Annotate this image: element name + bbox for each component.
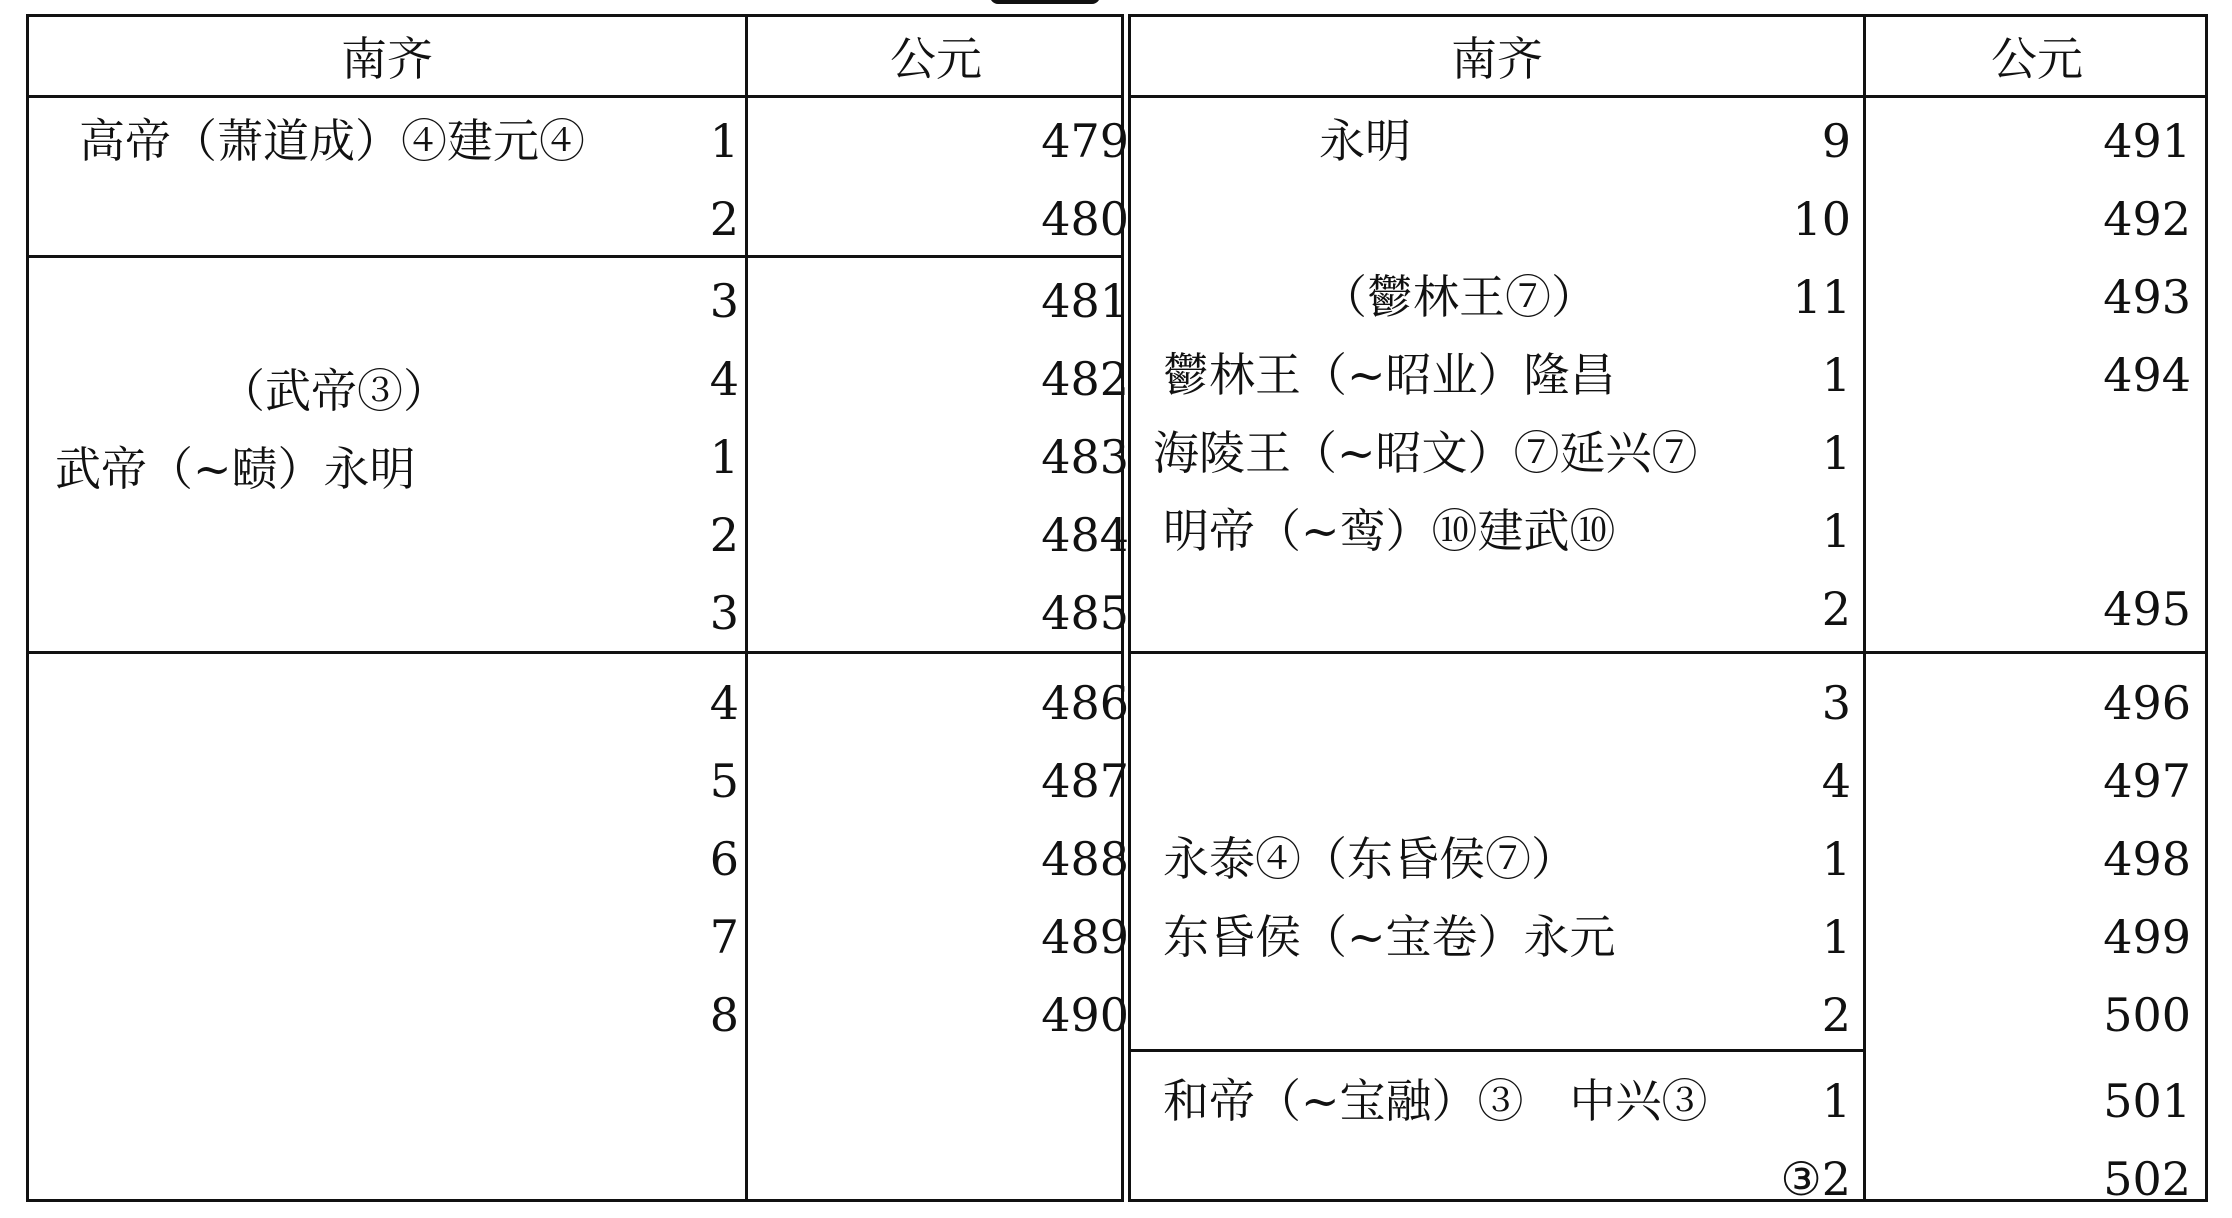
header-ad: 公元 xyxy=(890,32,982,86)
reign-year: 7 xyxy=(709,910,739,964)
reign-label: 高帝（萧道成）④建元④ xyxy=(79,114,585,168)
reign-year: 1 xyxy=(709,114,739,168)
reign-label: 东昏侯（~宝卷）永元 xyxy=(1163,910,1616,964)
ad-year: 480 xyxy=(1041,192,1129,246)
reign-label: 武帝（~赜）永明 xyxy=(55,442,416,496)
reign-year: 10 xyxy=(1792,192,1851,246)
ad-year: 497 xyxy=(2103,754,2191,808)
reign-year: 8 xyxy=(709,988,739,1042)
reign-label: （鬱林王⑦） xyxy=(1321,270,1597,324)
reign-label: 海陵王（~昭文）⑦延兴⑦ xyxy=(1153,426,1698,480)
reign-label: 永明 xyxy=(1319,114,1411,168)
ad-year: 500 xyxy=(2103,988,2191,1042)
ad-year: 486 xyxy=(1041,676,1129,730)
reign-year: 3 xyxy=(709,586,739,640)
reign-year: 1 xyxy=(1821,504,1851,558)
reign-label: 鬱林王（~昭业）隆昌 xyxy=(1163,348,1616,402)
reign-year: 4 xyxy=(1821,754,1851,808)
ad-year: 501 xyxy=(2103,1074,2191,1128)
reign-year: 1 xyxy=(1821,1074,1851,1128)
reign-year: 2 xyxy=(1821,988,1851,1042)
reign-label: （武帝③） xyxy=(219,364,449,418)
ad-year: 489 xyxy=(1041,910,1129,964)
reign-year: 4 xyxy=(709,352,739,406)
reign-year: 1 xyxy=(1821,910,1851,964)
reign-year: 2 xyxy=(709,192,739,246)
ad-year: 483 xyxy=(1041,430,1129,484)
ad-year: 488 xyxy=(1041,832,1129,886)
ad-year: 490 xyxy=(1041,988,1129,1042)
reign-year: 1 xyxy=(1821,832,1851,886)
ad-year: 479 xyxy=(1041,114,1129,168)
reign-year: 11 xyxy=(1792,270,1851,324)
left-table xyxy=(26,14,1129,1202)
reign-label: 明帝（~鸾）⑩建武⑩ xyxy=(1163,504,1616,558)
reign-year: ③2 xyxy=(1780,1152,1851,1206)
ad-year: 482 xyxy=(1041,352,1129,406)
ad-year: 481 xyxy=(1041,274,1129,328)
reign-year: 4 xyxy=(709,676,739,730)
ad-year: 493 xyxy=(2103,270,2191,324)
row-divider xyxy=(29,255,1121,258)
header-dynasty: 南齐 xyxy=(1451,32,1543,86)
header-divider xyxy=(29,95,1121,98)
reign-label: 永泰④（东昏侯⑦） xyxy=(1163,832,1577,886)
header-dynasty: 南齐 xyxy=(341,32,433,86)
header-ad: 公元 xyxy=(1991,32,2083,86)
row-divider xyxy=(29,651,1121,654)
reign-label: 和帝（~宝融）③ 中兴③ xyxy=(1163,1074,1708,1128)
reign-year: 1 xyxy=(709,430,739,484)
ad-year: 495 xyxy=(2103,582,2191,636)
ad-year: 502 xyxy=(2103,1152,2191,1206)
ad-year: 491 xyxy=(2103,114,2191,168)
ad-year: 492 xyxy=(2103,192,2191,246)
right-table xyxy=(1128,14,2208,1206)
ad-year: 484 xyxy=(1041,508,1129,562)
ad-year: 496 xyxy=(2103,676,2191,730)
title-fragment xyxy=(990,0,1100,4)
ad-year: 494 xyxy=(2103,348,2191,402)
row-divider xyxy=(1131,651,2205,654)
row-divider xyxy=(1131,1049,1863,1052)
column-divider xyxy=(745,17,748,1199)
reign-year: 1 xyxy=(1821,426,1851,480)
column-divider xyxy=(1863,17,1866,1199)
reign-year: 3 xyxy=(709,274,739,328)
header-divider xyxy=(1131,95,2205,98)
ad-year: 498 xyxy=(2103,832,2191,886)
ad-year: 485 xyxy=(1041,586,1129,640)
reign-year: 1 xyxy=(1821,348,1851,402)
reign-year: 3 xyxy=(1821,676,1851,730)
ad-year: 487 xyxy=(1041,754,1129,808)
reign-year: 2 xyxy=(1821,582,1851,636)
reign-year: 9 xyxy=(1821,114,1851,168)
reign-year: 6 xyxy=(709,832,739,886)
ad-year: 499 xyxy=(2103,910,2191,964)
reign-year: 5 xyxy=(709,754,739,808)
reign-year: 2 xyxy=(709,508,739,562)
